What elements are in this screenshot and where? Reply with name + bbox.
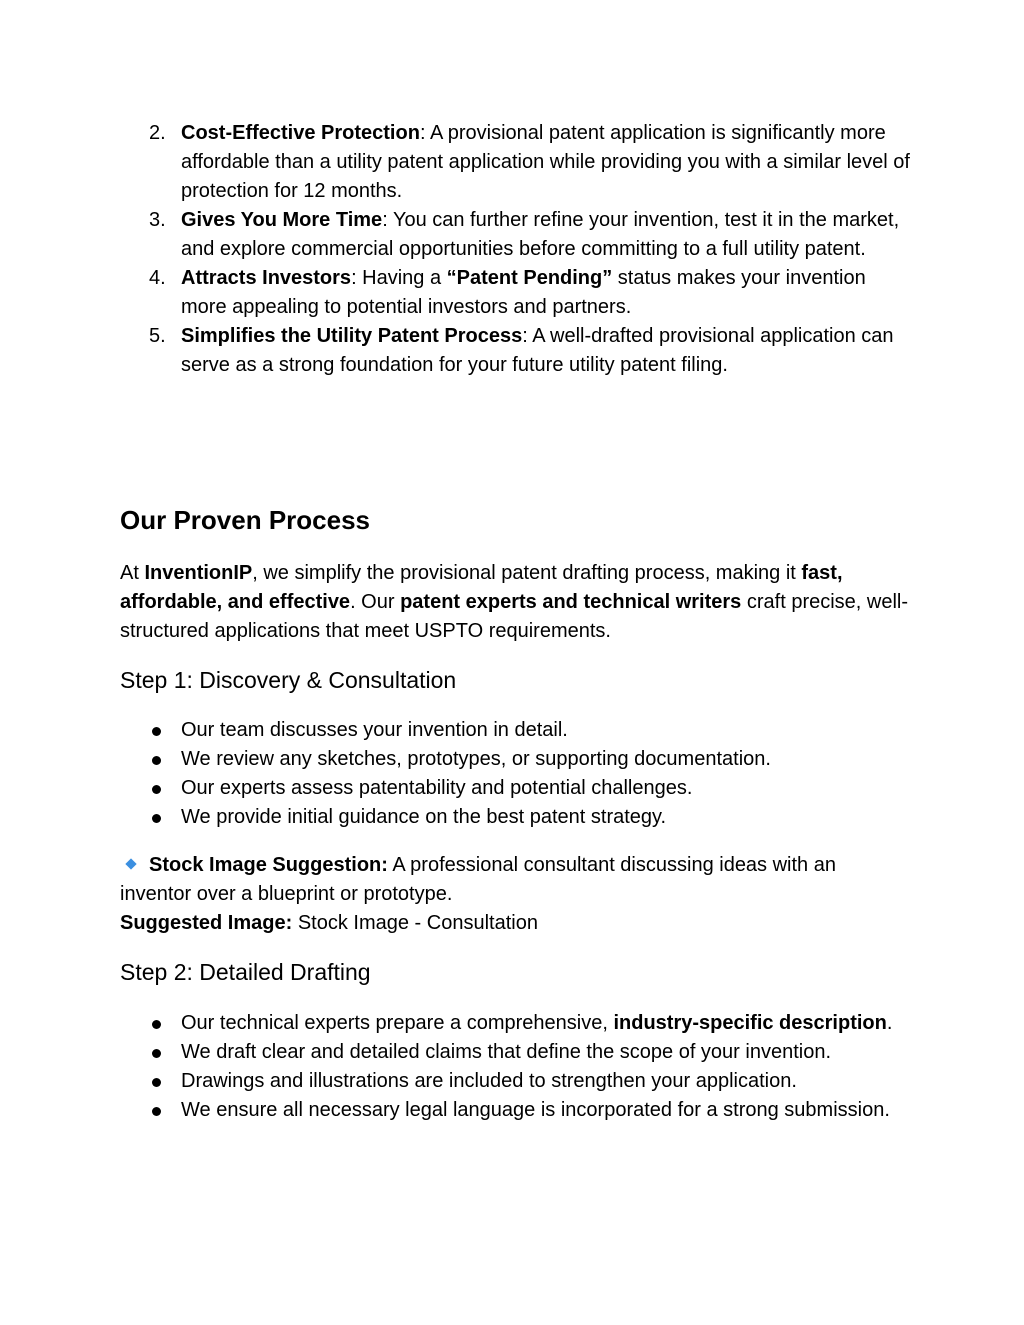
- suggested-image-label: Suggested Image:: [120, 912, 293, 934]
- step2-list: [120, 1009, 910, 1125]
- benefit-title: Attracts Investors: [181, 267, 352, 289]
- step1-heading: Step 1: Discovery & Consultation: [120, 667, 457, 693]
- list-number: 2.: [149, 122, 166, 144]
- benefits-list: [120, 119, 910, 380]
- intro-bold: patent experts and technical writers: [400, 591, 742, 613]
- list-item: [120, 264, 910, 322]
- bullet-icon: [152, 1020, 161, 1029]
- list-item-bold: industry-specific description: [613, 1012, 887, 1034]
- patent-pending-highlight: “Patent Pending”: [446, 267, 613, 289]
- list-item: [120, 206, 910, 264]
- list-item: [120, 1096, 910, 1125]
- list-item: [120, 1067, 910, 1096]
- intro-text: , we simplify the provisional patent drafting process, making it: [252, 562, 802, 584]
- list-item-text: Our team discusses your invention in detail.: [181, 719, 568, 741]
- step1-list: [120, 716, 910, 832]
- list-item: [120, 322, 910, 380]
- suggested-image-text: Stock Image - Consultation: [292, 912, 538, 934]
- benefit-text: : A provisional patent application is significantly more affordable than a utility patent application while providing you with a similar level of protection for 12 months.: [181, 122, 910, 202]
- intro-bold: fast, affordable, and effective: [120, 562, 843, 613]
- section-heading: Our Proven Process: [120, 505, 370, 535]
- small-blue-diamond-icon: [125, 858, 136, 869]
- list-item: [120, 774, 910, 803]
- list-item-text: Drawings and illustrations are included to strengthen your application.: [181, 1070, 797, 1092]
- brand-name: InventionIP: [144, 562, 253, 584]
- list-number: 5.: [149, 325, 166, 347]
- bullet-icon: [152, 756, 161, 765]
- benefit-title: Gives You More Time: [181, 209, 383, 231]
- list-item-text: We draft clear and detailed claims that define the scope of your invention.: [181, 1041, 832, 1063]
- benefit-text: : You can further refine your invention, test it in the market, and explore commercial opportunities before committing to a full utility patent.: [181, 209, 900, 260]
- list-item-text: Our experts assess patentability and potential challenges.: [181, 777, 693, 799]
- bullet-icon: [152, 814, 161, 823]
- intro-paragraph: [120, 559, 910, 646]
- benefit-text-pre: : Having a: [351, 267, 447, 289]
- intro-text: craft precise, well-structured applications that meet USPTO requirements.: [120, 591, 909, 642]
- bullet-icon: [152, 785, 161, 794]
- list-item: [120, 1038, 910, 1067]
- list-item: [120, 716, 910, 745]
- list-number: 3.: [149, 209, 166, 231]
- suggestion-label: Stock Image Suggestion:: [149, 854, 388, 876]
- list-item-text: We provide initial guidance on the best patent strategy.: [181, 806, 667, 828]
- list-item-text: Our technical experts prepare a comprehensive,: [181, 1012, 614, 1034]
- list-item: [120, 803, 910, 832]
- bullet-icon: [152, 1078, 161, 1087]
- intro-text: At: [120, 562, 145, 584]
- bullet-icon: [152, 727, 161, 736]
- list-item-text: We ensure all necessary legal language is incorporated for a strong submission.: [181, 1099, 890, 1121]
- list-item-text: We review any sketches, prototypes, or supporting documentation.: [181, 748, 771, 770]
- benefit-text: status makes your invention more appealing to potential investors and partners.: [181, 267, 866, 318]
- stock-image-suggestion: [120, 851, 910, 938]
- list-item: [120, 745, 910, 774]
- intro-text: . Our: [350, 591, 401, 613]
- suggestion-text: A professional consultant discussing ideas with an inventor over a blueprint or prototype.: [120, 854, 836, 905]
- step2-heading: Step 2: Detailed Drafting: [120, 959, 371, 985]
- bullet-icon: [152, 1107, 161, 1116]
- list-item: [120, 119, 910, 206]
- bullet-icon: [152, 1049, 161, 1058]
- list-number: 4.: [149, 267, 166, 289]
- list-item: [120, 1009, 910, 1038]
- benefit-title: Simplifies the Utility Patent Process: [181, 325, 523, 347]
- benefit-text: : A well-drafted provisional application can serve as a strong foundation for your future utility patent filing.: [181, 325, 894, 376]
- list-item-text: .: [886, 1012, 893, 1034]
- benefit-title: Cost-Effective Protection: [181, 122, 420, 144]
